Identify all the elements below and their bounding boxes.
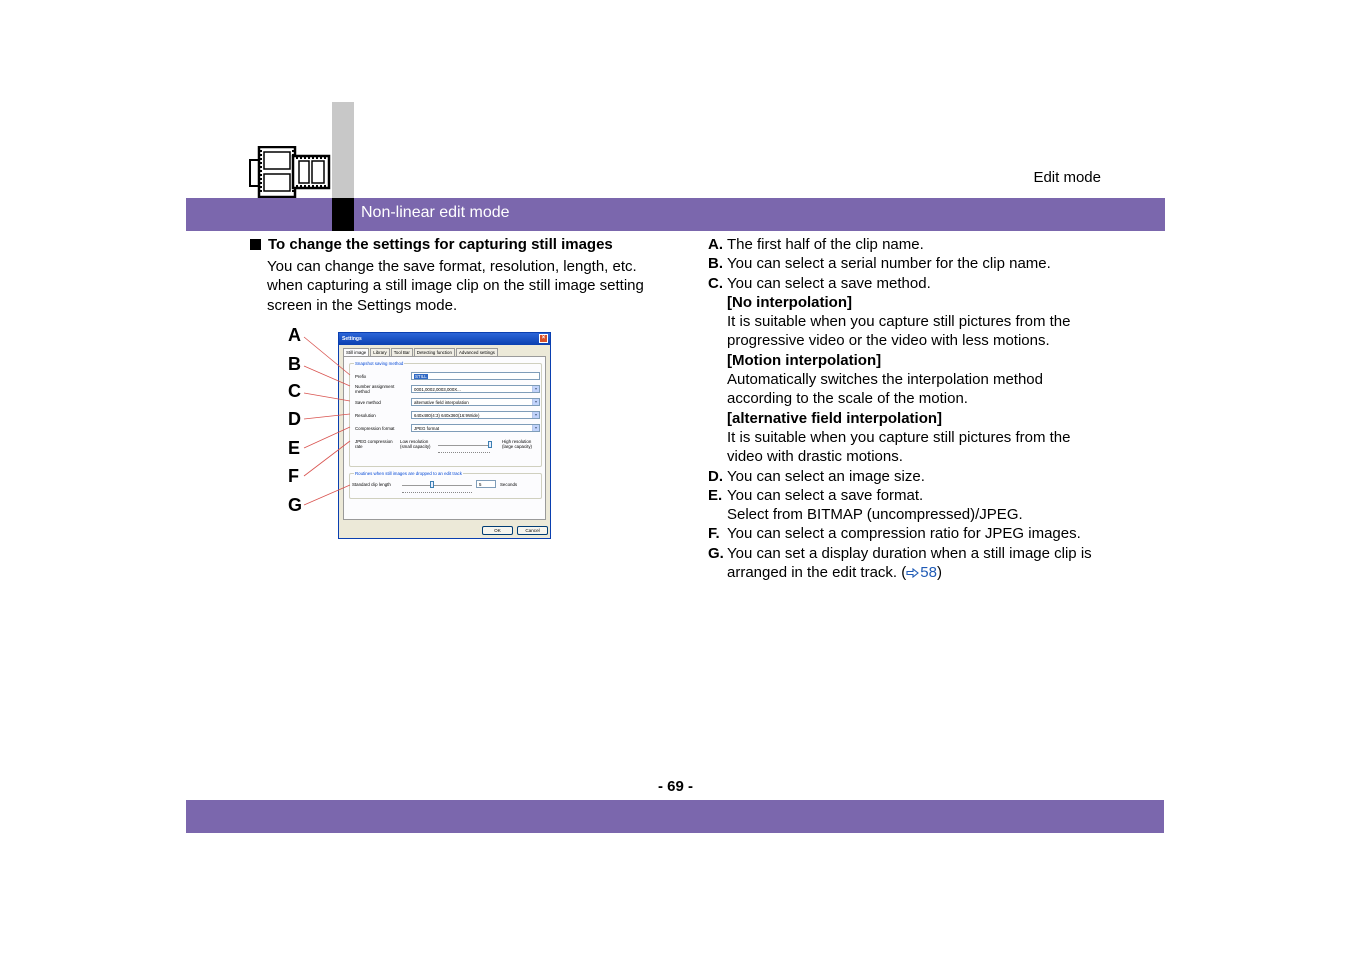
figure-letter-g: G <box>288 495 303 515</box>
number-assignment-label: Number assignment method <box>355 384 395 394</box>
jpeg-rate-label: JPEG compression rate <box>355 439 393 449</box>
no-interpolation-heading: [No interpolation] <box>727 293 852 311</box>
snapshot-group-title: Snapshot saving method <box>355 361 404 366</box>
tab-still-image[interactable]: Still image <box>343 348 369 356</box>
dialog-title: Settings <box>342 336 362 342</box>
save-method-value: alternative field interpolation <box>414 400 469 405</box>
save-method-label: Save method <box>355 400 381 405</box>
footer-bar <box>186 800 1164 833</box>
callout-line-f <box>304 441 350 476</box>
figure-letter-c: C <box>288 381 301 401</box>
callout-lines <box>280 322 560 544</box>
compression-format-label: Compression format <box>355 426 395 431</box>
tab-advanced-settings[interactable]: Advanced settings <box>456 348 498 356</box>
tab-library[interactable]: Library <box>370 348 389 356</box>
figure-letter-a: A <box>288 325 301 345</box>
no-interpolation-text: It is suitable when you capture still pictures from the progressive video or the video with less motions. <box>727 313 1071 350</box>
ok-button[interactable]: OK <box>482 526 513 535</box>
right-arrow-icon <box>906 568 919 578</box>
low-resolution-label: Low resolution (small capacity) <box>400 439 431 449</box>
callout-line-d <box>304 414 350 419</box>
seconds-label: Seconds <box>500 482 518 487</box>
list-item-d: D. You can select an image size. <box>708 467 925 485</box>
header-bar <box>186 198 1165 231</box>
callout-line-g <box>304 485 350 505</box>
callout-line-c <box>304 393 350 401</box>
list-item-a: A. The first half of the clip name. <box>708 236 924 253</box>
header-bar-title: Non-linear edit mode <box>361 204 510 221</box>
film-strip-icon <box>249 146 331 198</box>
prefix-value: STILL <box>415 374 427 379</box>
motion-interpolation-text: Automatically switches the interpolation method according to the scale of the motion. <box>727 371 1043 408</box>
list-item-c: C. You can select a save method. <box>708 274 931 292</box>
right-column <box>708 235 1108 582</box>
page-reference-link[interactable]: 58 <box>906 564 937 581</box>
alternative-field-heading: [alternative field interpolation] <box>727 409 943 427</box>
figure-letter-b: B <box>288 354 301 374</box>
left-column <box>249 235 659 315</box>
intro-paragraph: You can change the save format, resolution, length, etc. when capturing a still image clip on the still image setting screen in the Settings mode. <box>267 257 644 314</box>
drop-group-title: Routines when still images are dropped to an edit track <box>355 471 462 476</box>
list-item-f: F. You can select a compression ratio for JPEG images. <box>708 525 1081 543</box>
callout-line-e <box>304 427 350 448</box>
save-format-detail: Select from BITMAP (uncompressed)/JPEG. <box>727 506 1023 524</box>
grey-tab-marker <box>332 102 354 198</box>
motion-interpolation-heading: [Motion interpolation] <box>727 351 882 369</box>
tab-tool-bar[interactable]: Tool Bar <box>391 348 413 356</box>
number-assignment-value: 0001,0002,0003,000X... <box>414 387 461 392</box>
alternative-field-text: It is suitable when you capture still pictures from the video with drastic motions. <box>727 428 1071 466</box>
figure-letter-f: F <box>288 466 299 486</box>
clip-length-label: Standard clip length <box>352 482 391 487</box>
black-square-icon <box>250 239 261 250</box>
figure-letter-e: E <box>288 438 301 458</box>
compression-format-value: JPEG format <box>414 426 440 431</box>
resolution-value: 640x480(4:3) 640x360(16:9Wide) <box>414 413 480 418</box>
list-item-b: B. You can select a serial number for the clip name. <box>708 255 1051 273</box>
high-resolution-label: High resolution (large capacity) <box>502 439 533 449</box>
resolution-label: Resolution <box>355 413 376 418</box>
list-item-g: G. You can set a display duration when a still image clip is arranged in the edit track. ( 58) <box>708 544 1092 582</box>
header-bar-marker <box>332 198 354 231</box>
close-icon[interactable]: × <box>539 334 548 343</box>
cancel-button[interactable]: Cancel <box>517 526 548 535</box>
prefix-label: Prefix <box>355 374 367 379</box>
section-heading-text: To change the settings for capturing still images <box>268 236 613 253</box>
tab-detecting-function[interactable]: Detecting function <box>414 348 455 356</box>
figure-letter-d: D <box>288 409 301 429</box>
section-label: Edit mode <box>1033 169 1101 186</box>
clip-length-value: 5 <box>479 482 482 487</box>
section-heading <box>249 235 659 255</box>
settings-figure <box>280 322 560 544</box>
list-item-e: E. You can select a save format. <box>708 486 924 504</box>
page-number: - 69 - <box>657 778 693 795</box>
